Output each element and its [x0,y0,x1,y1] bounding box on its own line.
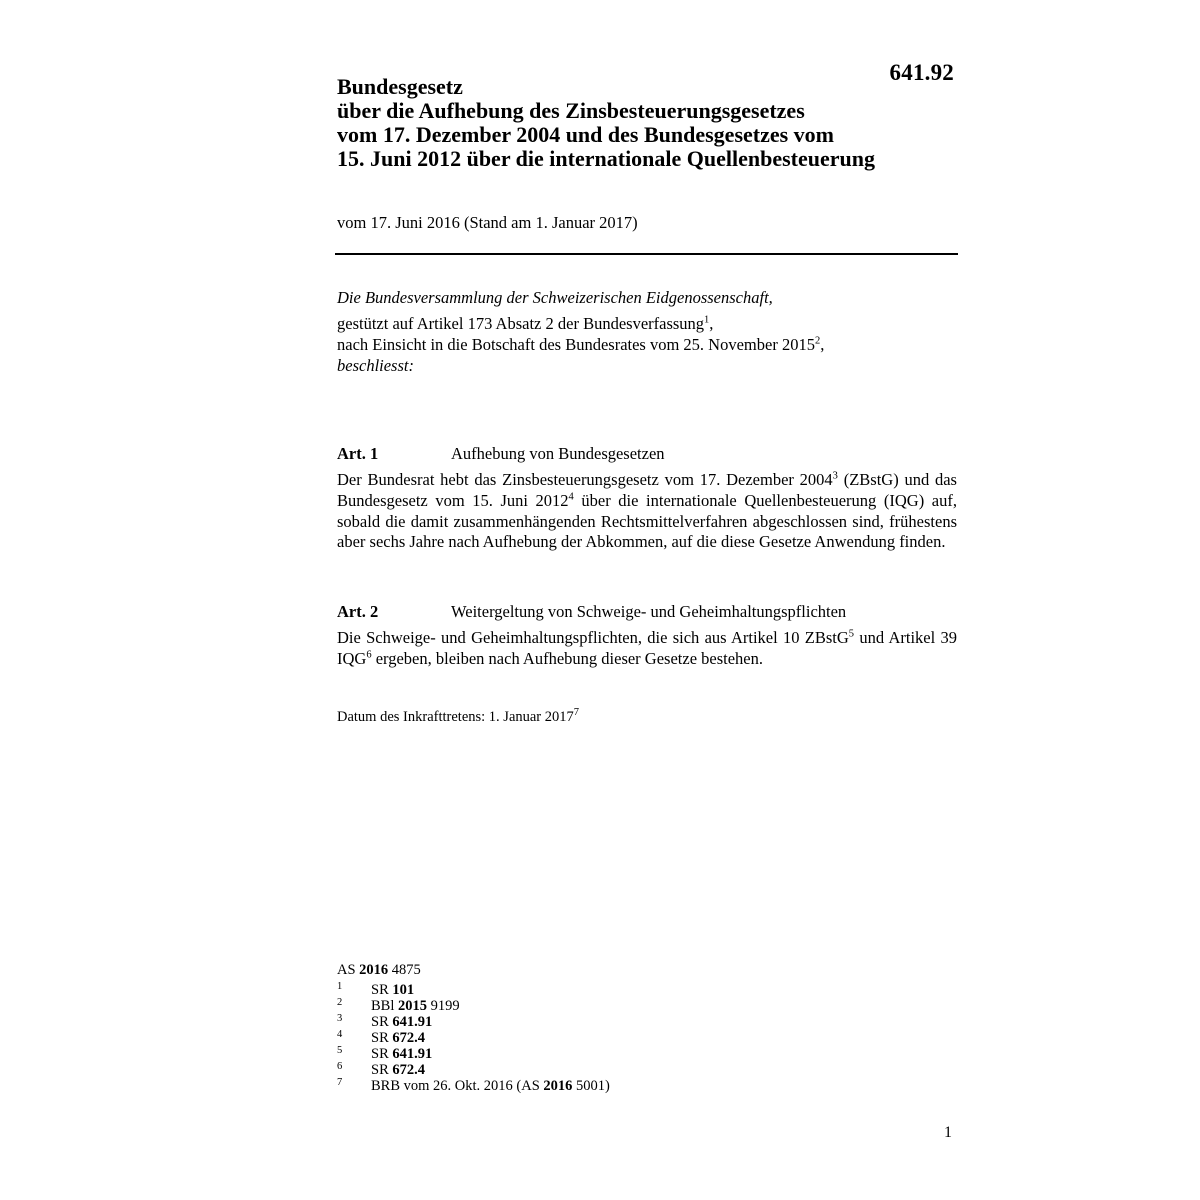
footnote [337,998,610,1014]
article-2 [337,602,957,670]
article-number: Art. 1 [337,444,379,463]
footnote-bold: 672.4 [392,1062,425,1078]
article-body [337,628,957,670]
footnote-number: 1 [337,981,343,992]
preamble-message-text: nach Einsicht in die Botschaft des Bundesrates vom 25. November 2015 [337,335,815,354]
footnote-number: 6 [337,1061,343,1072]
footnote [337,1014,610,1030]
footnote-text [371,1046,432,1062]
footnote-text [371,998,460,1014]
footnote-prefix: BBl [371,998,398,1014]
footnote-text [371,1014,432,1030]
preamble [337,287,957,376]
footnote-suffix: 9199 [427,998,460,1014]
preamble-basis [337,313,957,334]
footnote-ref[interactable]: 6 [366,649,372,661]
article-heading [337,444,957,464]
preamble-decision: beschliesst: [337,356,414,375]
footnote-prefix: SR [371,1014,393,1030]
article-number: Art. 2 [337,602,379,621]
footnote-ref[interactable]: 7 [573,707,580,719]
article-text: ergeben, bleiben nach Aufhebung dieser Gesetze bestehen. [371,648,763,668]
footnote-prefix: SR [371,1030,393,1046]
footnote-number: 7 [337,1077,343,1088]
footnote-prefix: SR [371,1046,393,1062]
title-line: über die Aufhebung des Zinsbesteuerungsgesetzes [337,98,805,123]
preamble-message [337,334,957,355]
title-line: 15. Juni 2012 über die internationale Quellenbesteuerung [337,146,876,171]
article-1 [337,444,957,553]
article-body [337,470,957,553]
footnote [337,1078,610,1094]
footnote-suffix: 5001) [572,1078,610,1094]
footnote [337,1062,610,1078]
footnote-bold: 2016 [543,1078,573,1094]
footnote-ref[interactable]: 1 [704,314,710,326]
footnote [337,1046,610,1062]
article-text: und Artikel 39 IQG [337,628,957,668]
footnote-number: 4 [337,1029,343,1040]
title-divider [335,253,958,255]
article-text: (ZBstG) und das Bundesgesetz vom 15. Juni 2012 [337,470,957,510]
footnote-bold: 101 [392,982,415,998]
entry-into-force [337,709,579,726]
article-title: Weitergeltung von Schweige- und Geheimhaltungspflichten [451,602,847,621]
footnote-text [371,1078,610,1094]
enactment-date: vom 17. Juni 2016 (Stand am 1. Januar 2017) [337,213,638,232]
as-year: 2016 [359,962,389,978]
footnote-text [371,1062,425,1078]
footnote-bold: 641.91 [392,1046,433,1062]
footnote-prefix: BRB vom 26. Okt. 2016 (AS [371,1078,544,1094]
footnote-number: 5 [337,1045,343,1056]
as-prefix: AS [337,962,360,978]
footnote-prefix: SR [371,982,393,998]
article-text: über die internationale Quellenbesteuerung (IQG) auf, sobald die damit zusammenhängenden Rechtsmittelverfahren abgeschlossen sind, frühestens aber sechs Jahre nach Aufhebung der Abkommen, auf die diese Gesetze Anwendung finden. [337,490,957,552]
article-title: Aufhebung von Bundesgesetzen [451,444,665,463]
title-line: Bundesgesetz [337,74,463,99]
footnote-prefix: SR [371,1062,393,1078]
law-title [337,75,977,171]
as-page: 4875 [388,962,421,978]
footnote-ref[interactable]: 4 [568,491,574,503]
footnote-text [371,1030,425,1046]
article-text: Die Schweige- und Geheimhaltungspflichten, die sich aus Artikel 10 ZBstG [337,628,849,647]
punctuation: , [820,335,825,354]
footnote-bold: 672.4 [392,1030,425,1046]
sr-number: 641.92 [889,60,954,85]
footnotes [337,982,610,1094]
official-collection-reference [337,962,421,979]
footnote-text [371,982,414,998]
title-line: vom 17. Dezember 2004 und des Bundesgesetzes vom [337,122,835,147]
footnote-ref[interactable]: 3 [832,470,838,482]
preamble-intro: Die Bundesversammlung der Schweizerischen Eidgenossenschaft, [337,288,773,307]
footnote-bold: 2015 [398,998,427,1014]
footnote-number: 2 [337,997,343,1008]
page-number: 1 [944,1124,952,1141]
footnote-number: 3 [337,1013,343,1024]
article-text: Der Bundesrat hebt das Zinsbesteuerungsgesetz vom 17. Dezember 2004 [337,470,833,489]
footnote-ref[interactable]: 5 [848,628,855,640]
article-heading [337,602,957,622]
footnote-ref[interactable]: 2 [814,335,821,347]
footnote [337,1030,610,1046]
footnote [337,982,610,998]
entry-into-force-text: Datum des Inkrafttretens: 1. Januar 2017 [337,709,574,725]
footnote-bold: 641.91 [392,1014,433,1030]
punctuation: , [709,314,714,333]
preamble-basis-text: gestützt auf Artikel 173 Absatz 2 der Bundesverfassung [337,314,705,333]
